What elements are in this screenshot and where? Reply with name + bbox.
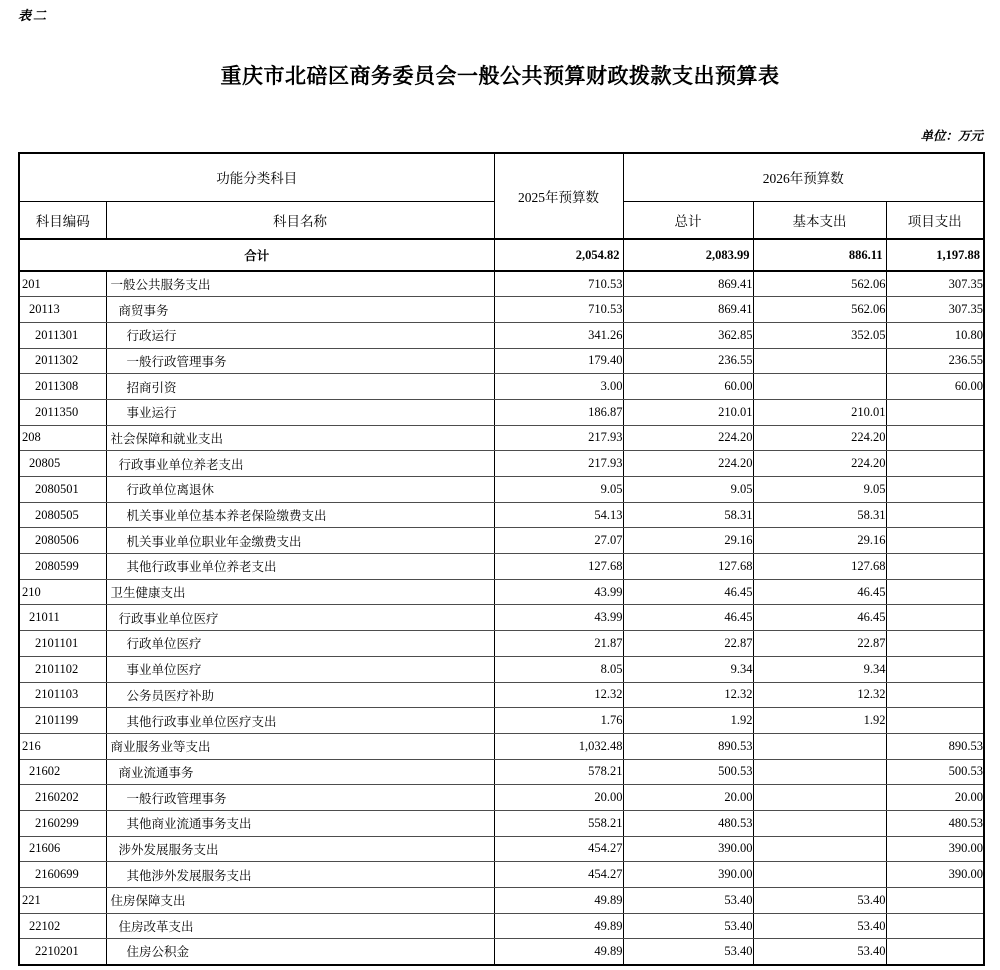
budget-table (18, 152, 985, 966)
subject-code-cell: 210 (19, 579, 106, 605)
unit-note: 单位：万元 (920, 129, 983, 143)
table-row (19, 785, 984, 811)
total-2026-cell: 362.85 (623, 322, 753, 348)
budget-2025-cell: 3.00 (494, 374, 623, 400)
subject-name-cell: 住房改革支出 (106, 913, 494, 939)
subject-name-cell: 公务员医疗补助 (106, 682, 494, 708)
basic-2026-cell: 53.40 (753, 913, 886, 939)
table-row (19, 862, 984, 888)
budget-2025-cell: 49.89 (494, 888, 623, 914)
table-row (19, 733, 984, 759)
basic-2026-cell: 29.16 (753, 528, 886, 554)
budget-2025-cell: 27.07 (494, 528, 623, 554)
subject-code-cell: 21011 (19, 605, 106, 631)
basic-2026-cell (753, 733, 886, 759)
subject-name-cell: 行政事业单位养老支出 (106, 451, 494, 477)
grand-total-total-2026: 2,083.99 (623, 239, 753, 271)
basic-2026-cell (753, 348, 886, 374)
basic-2026-cell (753, 785, 886, 811)
table-row (19, 374, 984, 400)
subject-code-cell: 2011350 (19, 399, 106, 425)
project-2026-cell (886, 477, 984, 503)
subject-code-cell: 2011301 (19, 322, 106, 348)
table-row (19, 528, 984, 554)
basic-2026-cell: 58.31 (753, 502, 886, 528)
subject-name-cell: 住房保障支出 (106, 888, 494, 914)
budget-2025-cell: 217.93 (494, 425, 623, 451)
budget-2025-cell: 558.21 (494, 810, 623, 836)
header-functional-group: 功能分类科目 (19, 153, 494, 201)
project-2026-cell: 60.00 (886, 374, 984, 400)
table-row (19, 451, 984, 477)
project-2026-cell: 307.35 (886, 297, 984, 323)
page-title: 重庆市北碚区商务委员会一般公共预算财政拨款支出预算表 (220, 64, 780, 88)
budget-2025-cell: 20.00 (494, 785, 623, 811)
basic-2026-cell: 1.92 (753, 708, 886, 734)
subject-code-cell: 2101103 (19, 682, 106, 708)
project-2026-cell (886, 913, 984, 939)
table-header (19, 153, 984, 239)
total-2026-cell: 22.87 (623, 631, 753, 657)
budget-2025-cell: 9.05 (494, 477, 623, 503)
table-row (19, 913, 984, 939)
basic-2026-cell: 53.40 (753, 888, 886, 914)
basic-2026-cell: 562.06 (753, 297, 886, 323)
total-2026-cell: 224.20 (623, 425, 753, 451)
header-basic-2026: 基本支出 (753, 201, 886, 239)
header-budget-2025: 2025年预算数 (494, 153, 623, 239)
budget-2025-cell: 454.27 (494, 836, 623, 862)
grand-total-budget-2025: 2,054.82 (494, 239, 623, 271)
grand-total-project-2026: 1,197.88 (886, 239, 984, 271)
project-2026-cell (886, 554, 984, 580)
budget-2025-cell: 49.89 (494, 939, 623, 965)
subject-name-cell: 住房公积金 (106, 939, 494, 965)
subject-name-cell: 行政单位医疗 (106, 631, 494, 657)
subject-name-cell: 机关事业单位职业年金缴费支出 (106, 528, 494, 554)
subject-name-cell: 其他涉外发展服务支出 (106, 862, 494, 888)
total-2026-cell: 9.05 (623, 477, 753, 503)
budget-2025-cell: 49.89 (494, 913, 623, 939)
total-2026-cell: 53.40 (623, 939, 753, 965)
total-2026-cell: 46.45 (623, 605, 753, 631)
budget-2025-cell: 217.93 (494, 451, 623, 477)
budget-2025-cell: 12.32 (494, 682, 623, 708)
total-2026-cell: 20.00 (623, 785, 753, 811)
basic-2026-cell (753, 374, 886, 400)
project-2026-cell: 10.80 (886, 322, 984, 348)
grand-total-row (19, 239, 984, 271)
basic-2026-cell: 9.05 (753, 477, 886, 503)
table-row (19, 708, 984, 734)
project-2026-cell: 890.53 (886, 733, 984, 759)
table-row (19, 810, 984, 836)
basic-2026-cell: 53.40 (753, 939, 886, 965)
budget-2025-cell: 578.21 (494, 759, 623, 785)
total-2026-cell: 9.34 (623, 656, 753, 682)
table-row (19, 399, 984, 425)
budget-2025-cell: 454.27 (494, 862, 623, 888)
table-row (19, 631, 984, 657)
project-2026-cell (886, 605, 984, 631)
total-2026-cell: 53.40 (623, 888, 753, 914)
budget-2025-cell: 43.99 (494, 579, 623, 605)
subject-code-cell: 2101101 (19, 631, 106, 657)
subject-code-cell: 2080506 (19, 528, 106, 554)
basic-2026-cell: 46.45 (753, 579, 886, 605)
table-row (19, 297, 984, 323)
subject-name-cell: 其他行政事业单位医疗支出 (106, 708, 494, 734)
table-row (19, 605, 984, 631)
project-2026-cell: 236.55 (886, 348, 984, 374)
subject-name-cell: 事业单位医疗 (106, 656, 494, 682)
total-2026-cell: 236.55 (623, 348, 753, 374)
budget-2025-cell: 54.13 (494, 502, 623, 528)
project-2026-cell (886, 631, 984, 657)
budget-2025-cell: 710.53 (494, 271, 623, 297)
subject-name-cell: 其他商业流通事务支出 (106, 810, 494, 836)
subject-code-cell: 201 (19, 271, 106, 297)
table-row (19, 888, 984, 914)
total-2026-cell: 890.53 (623, 733, 753, 759)
table-row (19, 682, 984, 708)
subject-name-cell: 机关事业单位基本养老保险缴费支出 (106, 502, 494, 528)
subject-code-cell: 2080505 (19, 502, 106, 528)
subject-code-cell: 2101199 (19, 708, 106, 734)
basic-2026-cell (753, 836, 886, 862)
total-2026-cell: 224.20 (623, 451, 753, 477)
total-2026-cell: 58.31 (623, 502, 753, 528)
total-2026-cell: 390.00 (623, 862, 753, 888)
subject-code-cell: 2011302 (19, 348, 106, 374)
table-row (19, 502, 984, 528)
project-2026-cell (886, 682, 984, 708)
project-2026-cell (886, 502, 984, 528)
table-row (19, 836, 984, 862)
total-2026-cell: 1.92 (623, 708, 753, 734)
table-row (19, 348, 984, 374)
subject-code-cell: 2101102 (19, 656, 106, 682)
table-row (19, 322, 984, 348)
budget-2025-cell: 341.26 (494, 322, 623, 348)
table-number-label: 表二 (18, 8, 49, 23)
subject-name-cell: 其他行政事业单位养老支出 (106, 554, 494, 580)
header-subject-name: 科目名称 (106, 201, 494, 239)
budget-2025-cell: 186.87 (494, 399, 623, 425)
basic-2026-cell: 9.34 (753, 656, 886, 682)
header-project-2026: 项目支出 (886, 201, 984, 239)
total-2026-cell: 869.41 (623, 271, 753, 297)
project-2026-cell (886, 528, 984, 554)
subject-name-cell: 行政单位离退休 (106, 477, 494, 503)
subject-code-cell: 20113 (19, 297, 106, 323)
total-2026-cell: 29.16 (623, 528, 753, 554)
budget-2025-cell: 1.76 (494, 708, 623, 734)
project-2026-cell (886, 451, 984, 477)
project-2026-cell (886, 425, 984, 451)
subject-name-cell: 商业流通事务 (106, 759, 494, 785)
table-row (19, 939, 984, 965)
project-2026-cell: 480.53 (886, 810, 984, 836)
basic-2026-cell: 12.32 (753, 682, 886, 708)
total-2026-cell: 46.45 (623, 579, 753, 605)
total-2026-cell: 390.00 (623, 836, 753, 862)
table-row (19, 656, 984, 682)
total-2026-cell: 53.40 (623, 913, 753, 939)
total-2026-cell: 12.32 (623, 682, 753, 708)
project-2026-cell: 390.00 (886, 862, 984, 888)
project-2026-cell: 390.00 (886, 836, 984, 862)
total-2026-cell: 869.41 (623, 297, 753, 323)
total-2026-cell: 127.68 (623, 554, 753, 580)
total-2026-cell: 60.00 (623, 374, 753, 400)
budget-2025-cell: 21.87 (494, 631, 623, 657)
project-2026-cell: 20.00 (886, 785, 984, 811)
subject-code-cell: 21602 (19, 759, 106, 785)
total-2026-cell: 480.53 (623, 810, 753, 836)
subject-code-cell: 221 (19, 888, 106, 914)
subject-code-cell: 2210201 (19, 939, 106, 965)
basic-2026-cell: 22.87 (753, 631, 886, 657)
table-row (19, 579, 984, 605)
subject-code-cell: 21606 (19, 836, 106, 862)
project-2026-cell (886, 888, 984, 914)
table-row (19, 759, 984, 785)
subject-name-cell: 一般行政管理事务 (106, 348, 494, 374)
table-row (19, 477, 984, 503)
basic-2026-cell: 46.45 (753, 605, 886, 631)
table-row (19, 554, 984, 580)
total-2026-cell: 500.53 (623, 759, 753, 785)
subject-code-cell: 2080501 (19, 477, 106, 503)
basic-2026-cell (753, 759, 886, 785)
subject-name-cell: 一般公共服务支出 (106, 271, 494, 297)
subject-name-cell: 卫生健康支出 (106, 579, 494, 605)
subject-name-cell: 商贸事务 (106, 297, 494, 323)
header-budget-2026: 2026年预算数 (623, 153, 984, 201)
project-2026-cell (886, 708, 984, 734)
subject-code-cell: 2160699 (19, 862, 106, 888)
subject-name-cell: 涉外发展服务支出 (106, 836, 494, 862)
subject-code-cell: 216 (19, 733, 106, 759)
subject-name-cell: 行政运行 (106, 322, 494, 348)
budget-2025-cell: 127.68 (494, 554, 623, 580)
basic-2026-cell: 210.01 (753, 399, 886, 425)
header-total-2026: 总计 (623, 201, 753, 239)
table-row (19, 271, 984, 297)
total-2026-cell: 210.01 (623, 399, 753, 425)
budget-2025-cell: 43.99 (494, 605, 623, 631)
grand-total-basic-2026: 886.11 (753, 239, 886, 271)
project-2026-cell: 500.53 (886, 759, 984, 785)
subject-code-cell: 2011308 (19, 374, 106, 400)
basic-2026-cell (753, 810, 886, 836)
subject-name-cell: 事业运行 (106, 399, 494, 425)
budget-2025-cell: 1,032.48 (494, 733, 623, 759)
basic-2026-cell: 562.06 (753, 271, 886, 297)
subject-name-cell: 社会保障和就业支出 (106, 425, 494, 451)
subject-code-cell: 2160202 (19, 785, 106, 811)
table-body (19, 239, 984, 965)
subject-name-cell: 商业服务业等支出 (106, 733, 494, 759)
basic-2026-cell: 224.20 (753, 425, 886, 451)
basic-2026-cell: 127.68 (753, 554, 886, 580)
subject-code-cell: 20805 (19, 451, 106, 477)
subject-code-cell: 208 (19, 425, 106, 451)
project-2026-cell (886, 939, 984, 965)
subject-name-cell: 行政事业单位医疗 (106, 605, 494, 631)
table-row (19, 425, 984, 451)
basic-2026-cell (753, 862, 886, 888)
header-subject-code: 科目编码 (19, 201, 106, 239)
project-2026-cell: 307.35 (886, 271, 984, 297)
budget-2025-cell: 179.40 (494, 348, 623, 374)
subject-code-cell: 22102 (19, 913, 106, 939)
basic-2026-cell: 352.05 (753, 322, 886, 348)
grand-total-label: 合计 (19, 239, 494, 271)
basic-2026-cell: 224.20 (753, 451, 886, 477)
subject-name-cell: 招商引资 (106, 374, 494, 400)
project-2026-cell (886, 579, 984, 605)
budget-2025-cell: 710.53 (494, 297, 623, 323)
subject-code-cell: 2080599 (19, 554, 106, 580)
project-2026-cell (886, 656, 984, 682)
subject-name-cell: 一般行政管理事务 (106, 785, 494, 811)
budget-2025-cell: 8.05 (494, 656, 623, 682)
project-2026-cell (886, 399, 984, 425)
subject-code-cell: 2160299 (19, 810, 106, 836)
